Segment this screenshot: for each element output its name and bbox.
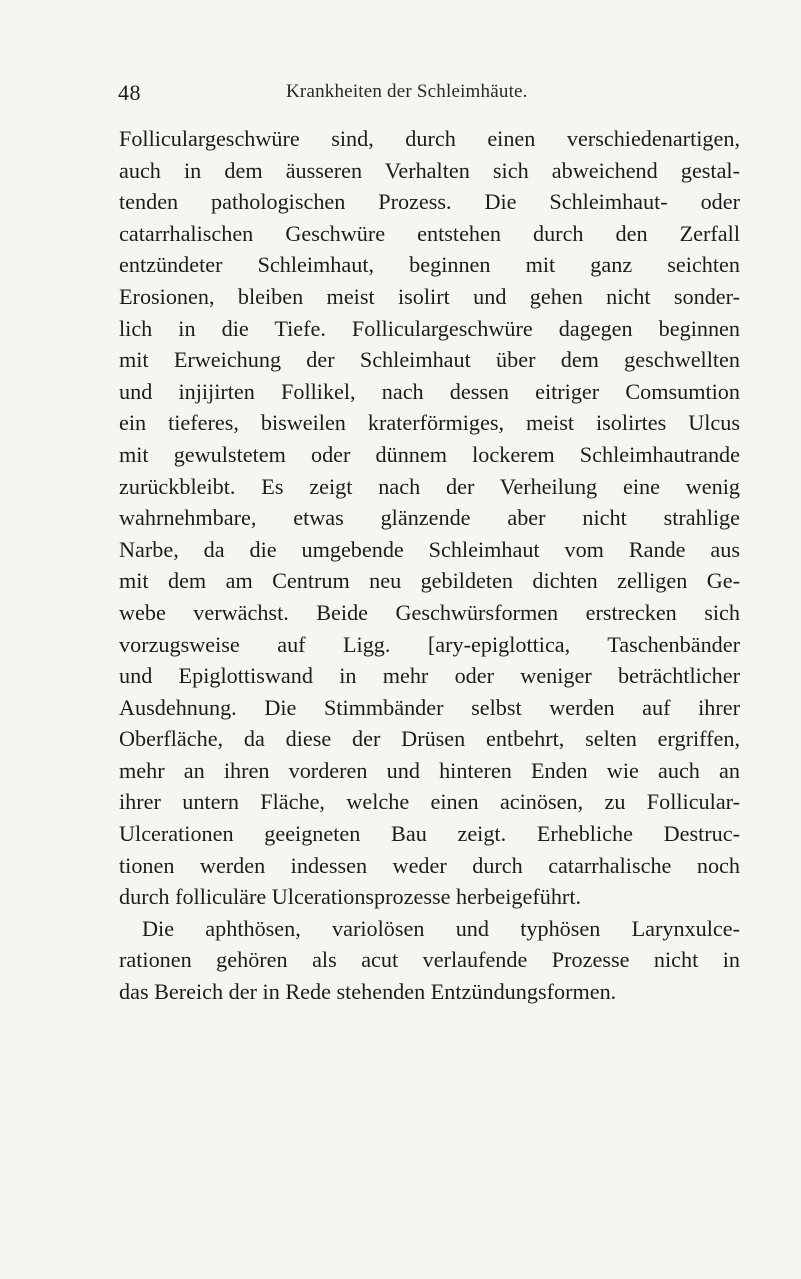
text-line: wahrnehmbare, etwas glänzende aber nicht strahlige [119,505,740,531]
text-line: ihrer untern Fläche, welche einen acinösen, zu Follicular- [119,789,740,815]
text-line: mit dem am Centrum neu gebildeten dichten zelligen Ge- [119,568,740,594]
text-line: Oberfläche, da diese der Drüsen entbehrt, selten ergriffen, [119,726,740,752]
page-number: 48 [118,80,141,105]
running-title: Krankheiten der Schleimhäute. [286,81,528,102]
text-line: das Bereich der in Rede stehenden Entzündungsformen. [119,979,617,1005]
text-line: mehr an ihren vorderen und hinteren Enden wie auch an [119,757,740,783]
body-text [119,123,740,1008]
text-line: auch in dem äusseren Verhalten sich abweichend gestal- [119,157,740,183]
text-line: mit gewulstetem oder dünnem lockerem Schleimhautrande [119,441,740,467]
text-line: und Epiglottiswand in mehr oder weniger beträchtlicher [119,663,740,689]
text-line: catarrhalischen Geschwüre entstehen durch den Zerfall [119,220,740,246]
text-line: rationen gehören als acut verlaufende Prozesse nicht in [119,947,740,973]
text-line: entzündeter Schleimhaut, beginnen mit ganz seichten [119,252,740,278]
text-line: tionen werden indessen weder durch catarrhalische noch [119,852,740,878]
text-line: tenden pathologischen Prozess. Die Schleimhaut- oder [119,189,740,215]
page-header [118,80,718,110]
text-line: ein tieferes, bisweilen kraterförmiges, meist isolirtes Ulcus [119,410,740,436]
text-line: Die aphthösen, variolösen und typhösen Larynxulce- [142,915,740,941]
text-line: Folliculargeschwüre sind, durch einen verschiedenartigen, [119,126,740,151]
text-line: vorzugsweise auf Ligg. [ary-epiglottica, Taschenbänder [119,631,740,657]
text-line: Erosionen, bleiben meist isolirt und gehen nicht sonder- [119,283,740,309]
text-line: und injijirten Follikel, nach dessen eitriger Comsumtion [119,378,740,404]
text-line: durch folliculäre Ulcerationsprozesse herbeigeführt. [119,884,582,910]
text-line: Narbe, da die umgebende Schleimhaut vom Rande aus [119,536,740,562]
text-line: webe verwächst. Beide Geschwürsformen erstrecken sich [119,599,740,625]
text-line: Ulcerationen geeigneten Bau zeigt. Erhebliche Destruc- [119,821,740,847]
text-line: zurückbleibt. Es zeigt nach der Verheilung eine wenig [119,473,740,499]
text-line: Ausdehnung. Die Stimmbänder selbst werden auf ihrer [119,694,740,720]
text-line: lich in die Tiefe. Folliculargeschwüre dagegen beginnen [119,315,740,341]
text-line: mit Erweichung der Schleimhaut über dem geschwellten [119,347,740,373]
